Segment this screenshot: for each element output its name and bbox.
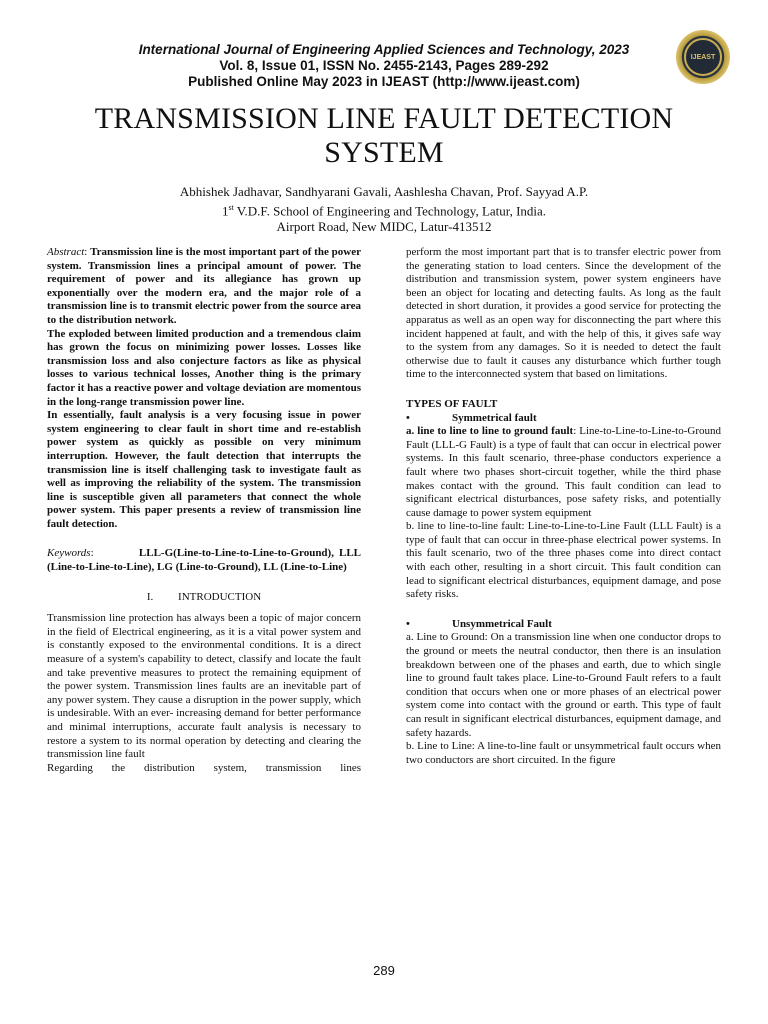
abstract-paragraph-3: In essentially, fault analysis is a very focusing issue in power system engineering to clear fault in short time and re-establish power system as quickly as possible on very minimum interruption. However, the fault detection that interrupts the transmission line is itself challenging task to investigate fault as well as improving the reliability of the system. The transmission line is susceptible given all parameters that connect the whole power system. This paper presents a review of transmission line fault detection. xyxy=(47,409,361,530)
journal-header xyxy=(60,42,708,90)
journal-logo xyxy=(676,30,730,84)
affiliation-number: 1 xyxy=(221,203,229,219)
unsymmetrical-fault-b: b. Line to Line: A line-to-line fault or unsymmetrical fault occurs when two conductors are short circuited. In the figure xyxy=(406,740,721,766)
author-address: Airport Road, New MIDC, Latur-413512 xyxy=(276,219,492,235)
keywords-label: Keywords xyxy=(47,547,91,560)
author-affiliation xyxy=(40,200,728,219)
journal-published: Published Online May 2023 in IJEAST (http://www.ijeast.com) xyxy=(188,74,580,89)
symmetrical-fault-label: Symmetrical fault xyxy=(452,411,537,424)
left-column xyxy=(47,246,361,775)
introduction-paragraph-2: Regarding the distribution system, transmission lines xyxy=(47,761,361,774)
paper-title-line2: SYSTEM xyxy=(324,136,444,169)
unsymmetrical-fault-heading xyxy=(406,618,721,632)
journal-volume: Vol. 8, Issue 01, ISSN No. 2455-2143, Pages 289-292 xyxy=(219,58,549,73)
abstract-separator: : xyxy=(84,246,91,258)
page-number: 289 xyxy=(373,963,395,978)
types-of-fault-heading: TYPES OF FAULT xyxy=(406,397,498,410)
abstract-text-1: Transmission line is the most important part of the power system. Transmission lines a principal amount of power. The requirement of power and its allegiance has grown up exponentially over the modern era, and the major role of a transmission line is to transmit electric power from the source area to the distribution network. xyxy=(47,246,361,326)
journal-logo-text: IJEAST xyxy=(684,38,722,76)
symmetrical-fault-a-label: a. line to line to line to ground fault xyxy=(406,425,574,438)
symmetrical-fault-b: b. line to line-to-line fault: Line-to-Line-to-Line Fault (LLL Fault) is a type of fault that can occur in three-phase electrical power systems. In this fault scenario, two of the three phases come into direct contact with each other, resulting in a short circuit. This fault condition can lead to significant electrical disturbances, equipment damage, and pose safety risks. xyxy=(406,520,721,601)
abstract-paragraph-2: The exploded between limited production and a tremendous claim has grown the focus on minimizing power losses. Losses like transmission loss and also conjecture factors as like as physical losses to various technical losses, Another thing is the primary factor it has a reactive power and voltage deviation are momentous in the long-range transmission power line. xyxy=(47,327,361,408)
unsymmetrical-fault-a: a. Line to Ground: On a transmission line when one conductor drops to the ground or meets the neutral conductor, then there is an insulation breakdown between one of the phases and earth, due to which single line to ground fault takes place. Line-to-Ground Fault refers to a fault condition that occurs when one or more phases of an electrical power system come into contact with the ground or earth. This type of fault can result in significant electrical disturbances, equipment damage, and safety hazards. xyxy=(406,631,721,739)
symmetrical-fault-a-text: : Line-to-Line-to-Line-to-Ground Fault (LLL-G Fault) is a type of fault that can occur in electrical power systems. In this fault scenario, three-phase conductors experience a fault where two phases short-circuit together, while the third phase makes contact with the ground. This fault condition can lead to significant electrical disturbances, pose safety risks, and potentially cause damage to power system equipment xyxy=(406,425,721,519)
abstract-label: Abstract xyxy=(47,246,85,258)
introduction-heading xyxy=(47,591,361,605)
author-block xyxy=(40,184,728,235)
affiliation-superscript: st xyxy=(228,203,234,212)
journal-name: International Journal of Engineering Applied Sciences and Technology, 2023 xyxy=(138,42,630,57)
keywords-text: LLL-G(Line-to-Line-to-Line-to-Ground), LLL (Line-to-Line-to-Line), LG (Line-to-Ground), LL (Line-to-Line) xyxy=(47,547,362,574)
right-paragraph-1: perform the most important part that is to transfer electric power from the generating station to load centers. Since the development of the distribution and transmission system, power system engineers have been an object for locating and detecting faults. As long as the fault detected in short duration, it provides a good service for protecting the apparatus as well as an open way for disconnecting the part where this incident happened at fault, and with the help of this, it gives safe way to the system from any damages. So it is needed to detect the fault otherwise due to fault it causes any disturbance which further tough time to the interconnected system that based on limitations. xyxy=(406,246,721,381)
abstract-paragraph-1 xyxy=(47,246,361,328)
symmetrical-fault-heading xyxy=(406,412,721,426)
bullet-icon: • xyxy=(406,411,410,424)
right-column xyxy=(406,246,721,767)
paper-title-line1: TRANSMISSION LINE FAULT DETECTION xyxy=(94,102,674,135)
author-names: Abhishek Jadhavar, Sandhyarani Gavali, Aashlesha Chavan, Prof. Sayyad A.P. xyxy=(179,184,589,199)
introduction-number: I. xyxy=(146,590,154,603)
affiliation-text: V.D.F. School of Engineering and Technology, Latur, India. xyxy=(233,203,547,219)
keywords-paragraph xyxy=(47,547,361,574)
introduction-title: INTRODUCTION xyxy=(178,590,262,603)
unsymmetrical-fault-label: Unsymmetrical Fault xyxy=(452,617,552,630)
keywords-separator: : xyxy=(90,547,94,560)
paper-title xyxy=(40,102,728,170)
symmetrical-fault-a xyxy=(406,425,721,520)
bullet-icon: • xyxy=(406,617,410,630)
introduction-paragraph-1: Transmission line protection has always been a topic of major concern in the field of Electrical engineering, as it is a vital power system and is constantly exposed to the environmental conditions. It is a direct measure of a system's capability to detect, classify and locate the fault and take preventive measures to protect the remaining equipment of the power system. Transmission lines faults are an inevitable part of any power system. They cause a disruption in the power supply, which is undesirable. With an ever- increasing demand for better performance and minimal interruptions, accurate fault analysis is necessary to restore a system to its normal operation by detecting and clearing the transmission line fault xyxy=(47,612,361,761)
